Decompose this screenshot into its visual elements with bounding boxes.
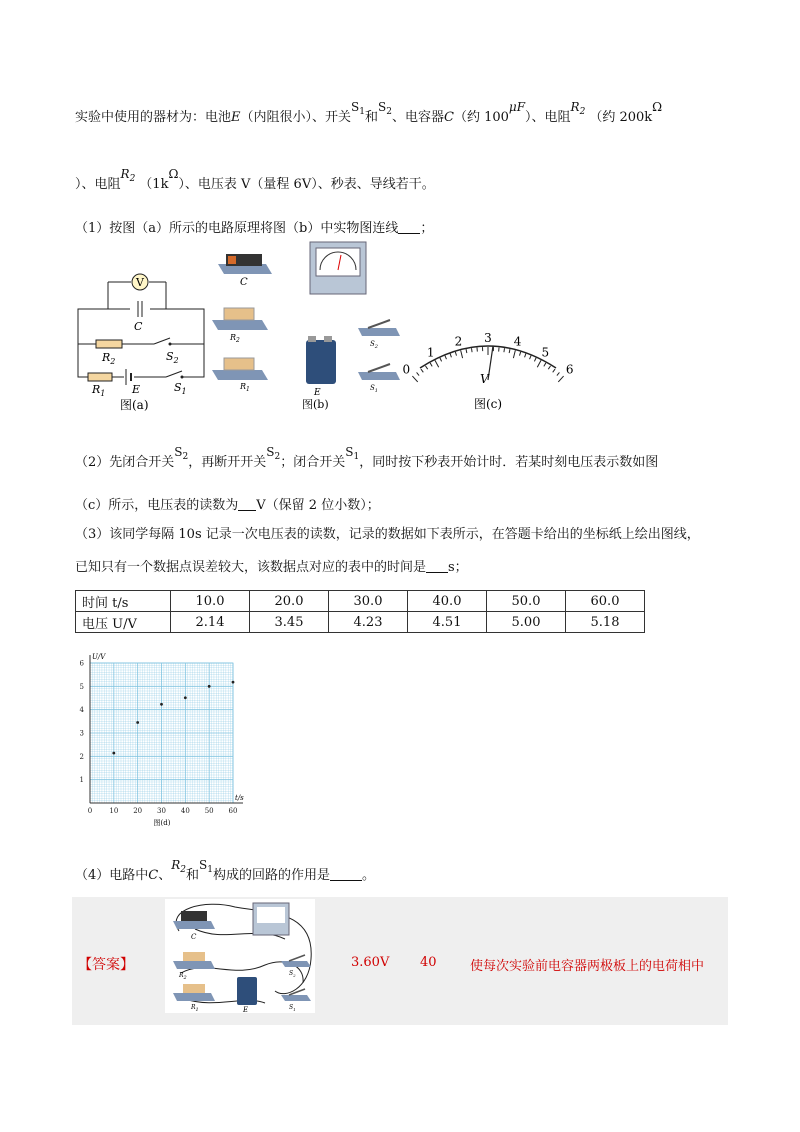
r1-label: $R_1$ [92,383,106,398]
voltmeter-dial-c [398,310,574,415]
answer-3: 40 [420,955,437,970]
x-tick-label: 60 [228,807,238,815]
dial-tick [557,372,560,375]
resistor-r1-symbol [88,373,112,381]
dial-tick [544,363,546,366]
figure-c-caption: 图(c) [474,397,503,411]
r2-symbol: $R_2$ [570,100,586,117]
s1-label: $S_1$ [370,384,378,394]
r2-label: $R_2$ [102,351,116,366]
dial-tick [509,349,510,353]
table-cell: 3.45 [250,612,329,633]
battery-component [306,336,336,398]
dial-tick-label: 1 [426,345,435,360]
table-row-label: 时间 t/s [76,591,171,612]
dial-tick [520,352,521,356]
dial-tick [455,352,456,356]
dial-tick [430,363,432,366]
question-4: （4）电路中C、$R_2$和$S_1$构成的回路的作用是 。 [75,858,376,883]
svg-text:E: E [132,383,141,396]
data-point [160,703,163,706]
s2-label: $S_2$ [166,350,179,365]
dial-tick [548,366,550,369]
svg-text:C: C [240,277,248,288]
s2-symbol: $S_2$ [378,100,392,117]
dial-tick [466,349,467,353]
voltmeter-component [253,903,289,935]
table-cell: 4.51 [408,612,487,633]
s2-symbol: $S_2$ [266,445,281,462]
switch-s1-component [281,989,311,1012]
question-1: （1）按图（a）所示的电路原理将图（b）中实物图连线 ； [75,221,434,236]
dial-tick [504,348,505,352]
figure-a-caption: 图(a) [120,398,149,412]
dial-tick [412,376,417,382]
voltage-time-chart [72,645,247,835]
intro-line-1: 实验中使用的器材为：电池E（内阻很小）、开关$S_1$和$S_2$、电容器C（约 100μF）、电阻$R_2$ （约 200kΩ [75,100,663,125]
r2-symbol: $R_2$ [120,167,136,184]
table-cell: 4.23 [329,612,408,633]
x-tick-label: 50 [204,807,214,815]
svg-text:C: C [191,933,197,941]
chart-caption: 图(d) [153,819,171,827]
r2-label: $R_2$ [230,333,240,344]
y-tick-label: 5 [79,682,84,691]
dial-tick [537,360,541,367]
data-table [75,590,645,633]
table-cell: 2.14 [171,612,250,633]
dial-tick-label: 4 [513,334,522,349]
question-2-line-2: （c）所示，电压表的读数为 V（保留 2 位小数）； [75,498,380,513]
switch-s1-component [358,364,400,394]
capacitor-symbol [130,299,150,319]
resistor-r1-component [212,358,268,393]
voltmeter-symbol [132,274,148,290]
s2-label: $S_2$ [370,340,378,350]
switch-s1-symbol [166,371,184,381]
data-point [232,681,235,684]
y-tick-label: 6 [79,659,84,668]
s1-label: $S_1$ [174,381,187,396]
table-cell: 50.0 [487,591,566,612]
x-tick-label: 40 [180,807,190,815]
dial-tick-label: 5 [541,345,550,360]
answer-section [72,897,728,1025]
table-cell: 5.00 [487,612,566,633]
answer-tag: 【答案】 [78,957,134,973]
data-point [208,685,211,688]
dial-tick [417,372,420,375]
x-tick-label: 30 [157,807,166,815]
switch-s2-component [281,955,311,978]
y-tick-label: 1 [79,776,84,785]
s1-symbol: $S_1$ [351,100,365,117]
s1-symbol: $S_1$ [345,445,360,462]
dial-tick-label: 2 [454,334,463,349]
y-tick-label: 2 [79,752,84,761]
dial-tick-label: 6 [565,362,574,377]
y-axis-label: U/V [92,653,106,661]
svg-text:E: E [243,1006,249,1014]
dial-tick [440,358,442,362]
dial-tick [425,366,427,369]
x-axis-label: t/s [235,794,244,802]
dial-tick [445,356,447,360]
svg-text:E: E [314,388,321,398]
table-cell: 60.0 [566,591,645,612]
meter-unit: V [480,372,489,386]
capacitor-component [218,254,272,288]
answer-blank [238,498,256,511]
question-2-line-1: （2）先闭合开关$S_2$，再断开开关$S_2$；闭合开关$S_1$，同时按下秒表开始计时．若某时刻电压表示数如图 [75,445,659,470]
capacitor-component [173,911,215,941]
battery-component [237,977,257,1014]
data-point [136,721,139,724]
x-tick-label: 20 [133,807,143,815]
dial-tick-label: 0 [402,362,411,377]
dial-tick-label: 3 [484,331,492,345]
dial-tick [525,354,526,358]
x-tick-label: 10 [109,807,119,815]
components-figure-b [210,240,400,415]
s2-label: $S_2$ [289,970,296,978]
resistor-r1-component [173,984,215,1013]
y-tick-label: 3 [79,729,84,738]
voltmeter-component [310,242,366,294]
r1-label: $R_1$ [191,1004,199,1013]
table-cell: 10.0 [171,591,250,612]
table-cell: 5.18 [566,612,645,633]
svg-text:V: V [136,276,144,289]
answer-blank [330,868,362,881]
voltmeter-needle [488,346,493,380]
dial-tick [435,360,439,367]
s1-label: $S_1$ [289,1004,296,1012]
answer-blank [426,560,448,573]
r1-label: $R_1$ [240,382,250,393]
r2-label: $R_2$ [179,972,187,981]
dial-tick [553,369,555,372]
resistor-r2-component [212,308,268,344]
table-cell: 30.0 [329,591,408,612]
dial-tick [471,348,472,352]
dial-tick [421,369,423,372]
table-row-voltage [76,612,645,633]
dial-tick [558,376,563,382]
dial-tick [461,350,463,358]
dial-tick [450,354,451,358]
resistor-r2-symbol [96,340,122,348]
data-point [184,696,187,699]
s1-symbol: $S_1$ [199,858,214,875]
dial-tick [534,358,536,362]
intro-line-2: ）、电阻$R_2$ （1kΩ）、电压表 V（量程 6V）、秒表、导线若干。 [75,167,435,192]
switch-s2-symbol [154,338,172,348]
circuit-diagram-a [70,265,210,415]
dial-tick [530,356,532,360]
table-cell: 20.0 [250,591,329,612]
answer-4: 使每次实验前电容器两极板上的电荷相中 [470,959,705,974]
switch-s2-component [358,320,400,350]
answer-blank [398,221,420,234]
question-3-line-2: 已知只有一个数据点误差较大，该数据点对应的表中的时间是 s； [75,560,468,575]
answer-wiring-image [165,899,315,1013]
table-cell: 40.0 [408,591,487,612]
x-tick-label: 0 [87,807,93,815]
r2-symbol: $R_2$ [171,858,187,875]
svg-text:C: C [134,320,143,333]
s2-symbol: $S_2$ [174,445,189,462]
data-point [112,752,115,755]
table-row-time [76,591,645,612]
resistor-r2-component [173,952,215,981]
table-row-label: 电压 U/V [76,612,171,633]
question-3-line-1: （3）该同学每隔 10s 记录一次电压表的读数，记录的数据如下表所示，在答题卡给出的坐标纸上绘出图线， [75,527,700,542]
figure-b-caption: 图(b) [302,398,329,411]
y-tick-label: 4 [79,706,84,715]
answer-2: 3.60V [351,955,390,970]
dial-tick [513,350,515,358]
